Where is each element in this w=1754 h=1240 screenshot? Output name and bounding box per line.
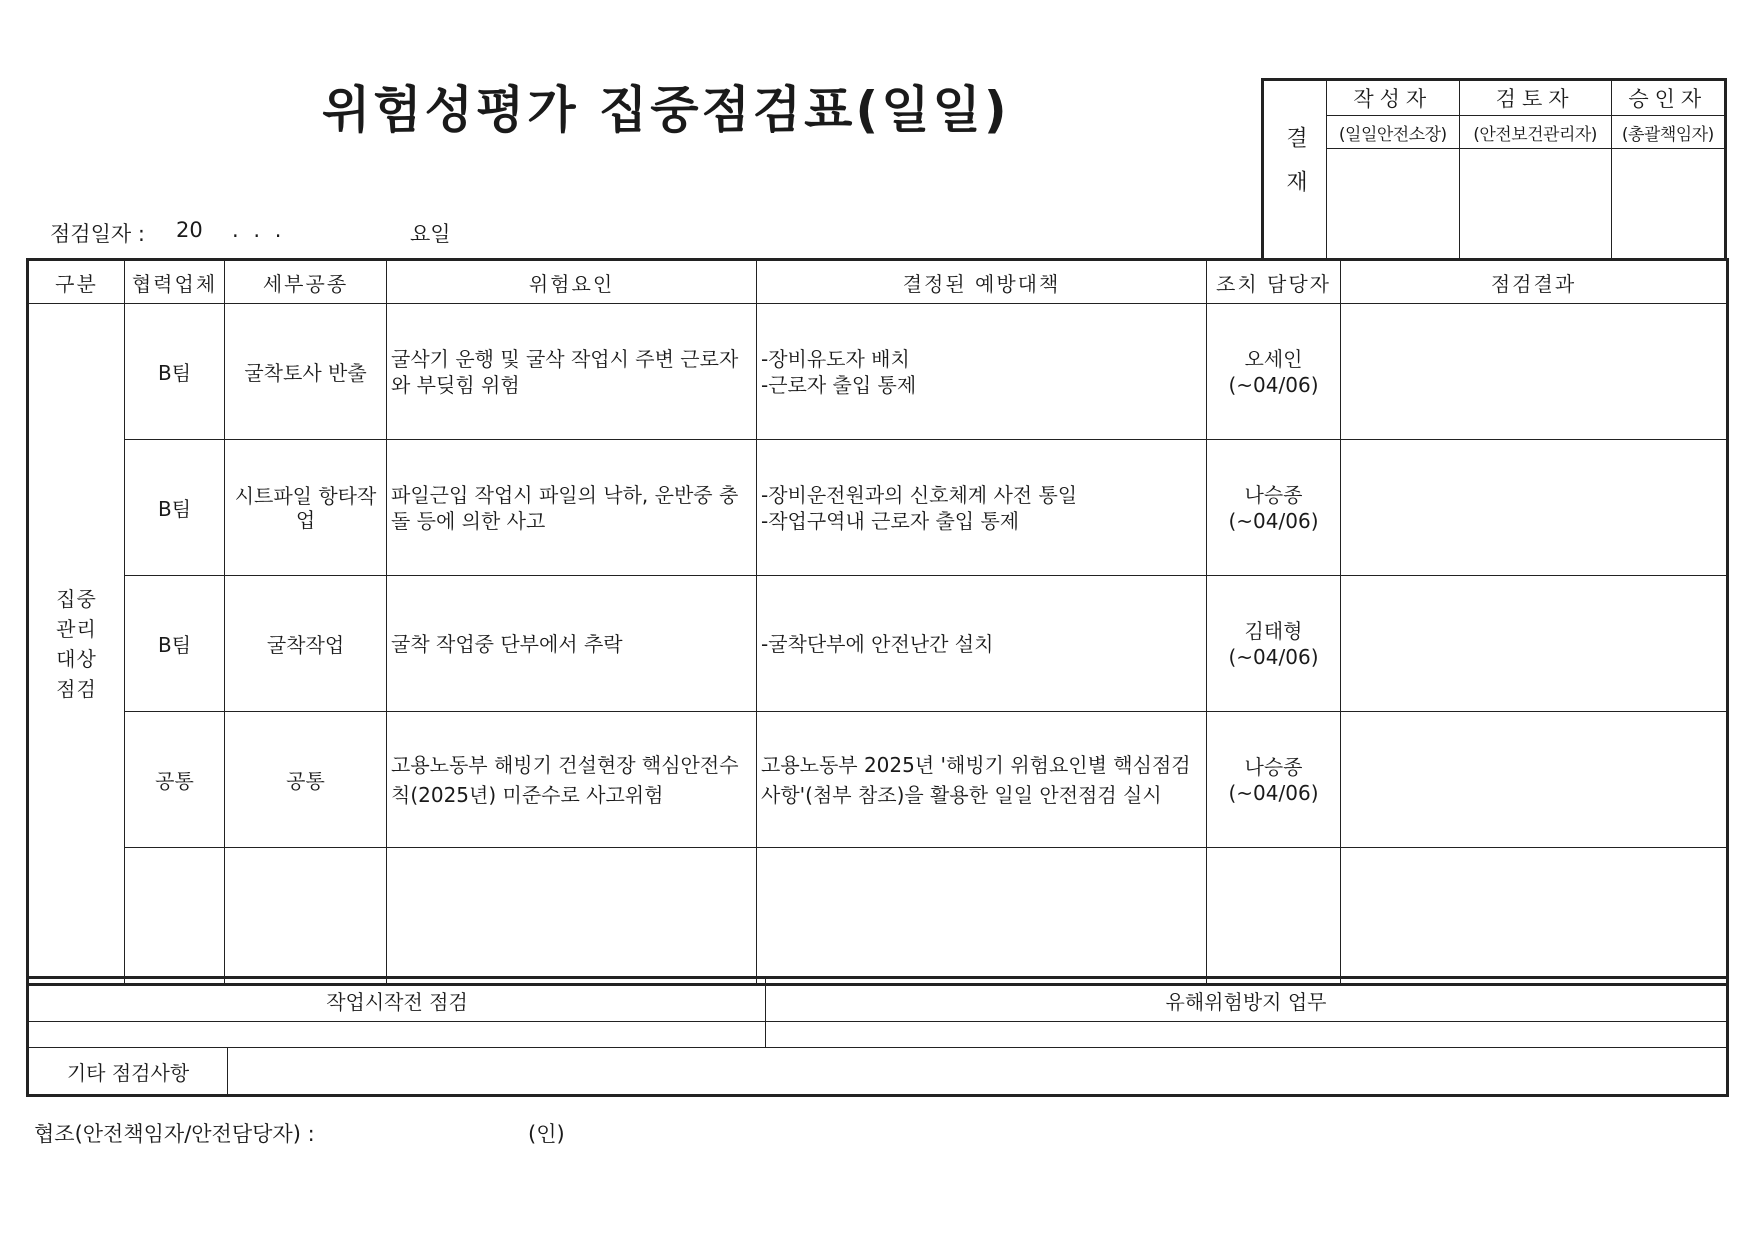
approval-side-label: 결재 bbox=[1263, 80, 1327, 260]
table-row bbox=[28, 440, 1728, 576]
row-company[interactable] bbox=[125, 848, 225, 985]
cooperation-line bbox=[34, 1118, 565, 1148]
date-dots: . . . bbox=[232, 218, 286, 242]
row-result[interactable] bbox=[1341, 848, 1728, 985]
pre-work-check-label: 작업시작전 점검 bbox=[28, 978, 766, 1022]
table-row bbox=[28, 712, 1728, 848]
row-person: 나승종 (~04/06) bbox=[1207, 440, 1341, 576]
seal-mark: (인) bbox=[528, 1122, 565, 1146]
header-company: 협력업체 bbox=[125, 260, 225, 304]
header-category: 구분 bbox=[28, 260, 125, 304]
header-measure: 결정된 예방대책 bbox=[757, 260, 1207, 304]
bottom-section bbox=[26, 976, 1729, 1097]
approval-box bbox=[1261, 78, 1727, 261]
approval-sub-reviewer: (안전보건관리자) bbox=[1459, 116, 1611, 149]
table-row bbox=[28, 304, 1728, 440]
row-result[interactable] bbox=[1341, 304, 1728, 440]
row-measure: -굴착단부에 안전난간 설치 bbox=[757, 576, 1207, 712]
row-work: 굴착작업 bbox=[225, 576, 387, 712]
approval-sign-writer[interactable] bbox=[1327, 149, 1460, 260]
page-title: 위험성평가 집중점검표(일일) bbox=[322, 81, 1010, 139]
category-label: 집중 관리 대상 점검 bbox=[28, 304, 125, 985]
row-person: 김태형 (~04/06) bbox=[1207, 576, 1341, 712]
date-year-prefix: 20 bbox=[176, 218, 203, 242]
header-hazard: 위험요인 bbox=[387, 260, 757, 304]
other-items-field[interactable] bbox=[228, 1048, 1728, 1096]
row-person: 나승종 (~04/06) bbox=[1207, 712, 1341, 848]
row-work: 공통 bbox=[225, 712, 387, 848]
row-hazard: 굴착 작업중 단부에서 추락 bbox=[387, 576, 757, 712]
row-hazard[interactable] bbox=[387, 848, 757, 985]
table-header-row bbox=[28, 260, 1728, 304]
row-hazard: 파일근입 작업시 파일의 낙하, 운반중 충돌 등에 의한 사고 bbox=[387, 440, 757, 576]
hazard-prevention-field[interactable] bbox=[766, 1022, 1728, 1048]
table-row bbox=[28, 848, 1728, 985]
row-company: B팀 bbox=[125, 576, 225, 712]
row-measure: 고용노동부 2025년 '해빙기 위험요인별 핵심점검사항'(첨부 참조)을 활용한 일일 안전점검 실시 bbox=[757, 712, 1207, 848]
row-company: B팀 bbox=[125, 304, 225, 440]
row-measure: -장비유도자 배치 -근로자 출입 통제 bbox=[757, 304, 1207, 440]
approval-sign-approver[interactable] bbox=[1611, 149, 1725, 260]
approval-role-approver: 승인자 bbox=[1611, 80, 1725, 116]
header-person: 조치 담당자 bbox=[1207, 260, 1341, 304]
inspection-table bbox=[26, 258, 1729, 986]
row-person[interactable] bbox=[1207, 848, 1341, 985]
row-result[interactable] bbox=[1341, 440, 1728, 576]
approval-sign-reviewer[interactable] bbox=[1459, 149, 1611, 260]
row-work[interactable] bbox=[225, 848, 387, 985]
date-weekday: 요일 bbox=[410, 222, 451, 246]
cooperation-label: 협조(안전책임자/안전담당자) : bbox=[34, 1122, 315, 1146]
row-company: 공통 bbox=[125, 712, 225, 848]
hazard-prevention-label: 유해위험방지 업무 bbox=[766, 978, 1728, 1022]
row-person: 오세인 (~04/06) bbox=[1207, 304, 1341, 440]
row-measure[interactable] bbox=[757, 848, 1207, 985]
row-hazard: 굴삭기 운행 및 굴삭 작업시 주변 근로자와 부딪힘 위험 bbox=[387, 304, 757, 440]
table-row bbox=[28, 576, 1728, 712]
approval-sub-approver: (총괄책임자) bbox=[1611, 116, 1725, 149]
date-label: 점검일자 : bbox=[50, 222, 145, 246]
approval-role-reviewer: 검토자 bbox=[1459, 80, 1611, 116]
other-items-label: 기타 점검사항 bbox=[28, 1048, 228, 1096]
pre-work-check-field[interactable] bbox=[28, 1022, 766, 1048]
row-result[interactable] bbox=[1341, 712, 1728, 848]
row-hazard: 고용노동부 해빙기 건설현장 핵심안전수칙(2025년) 미준수로 사고위험 bbox=[387, 712, 757, 848]
row-work: 시트파일 항타작업 bbox=[225, 440, 387, 576]
approval-sub-writer: (일일안전소장) bbox=[1327, 116, 1460, 149]
header-work-type: 세부공종 bbox=[225, 260, 387, 304]
approval-role-writer: 작성자 bbox=[1327, 80, 1460, 116]
header-result: 점검결과 bbox=[1341, 260, 1728, 304]
row-result[interactable] bbox=[1341, 576, 1728, 712]
row-measure: -장비운전원과의 신호체계 사전 통일 -작업구역내 근로자 출입 통제 bbox=[757, 440, 1207, 576]
row-company: B팀 bbox=[125, 440, 225, 576]
row-work: 굴착토사 반출 bbox=[225, 304, 387, 440]
